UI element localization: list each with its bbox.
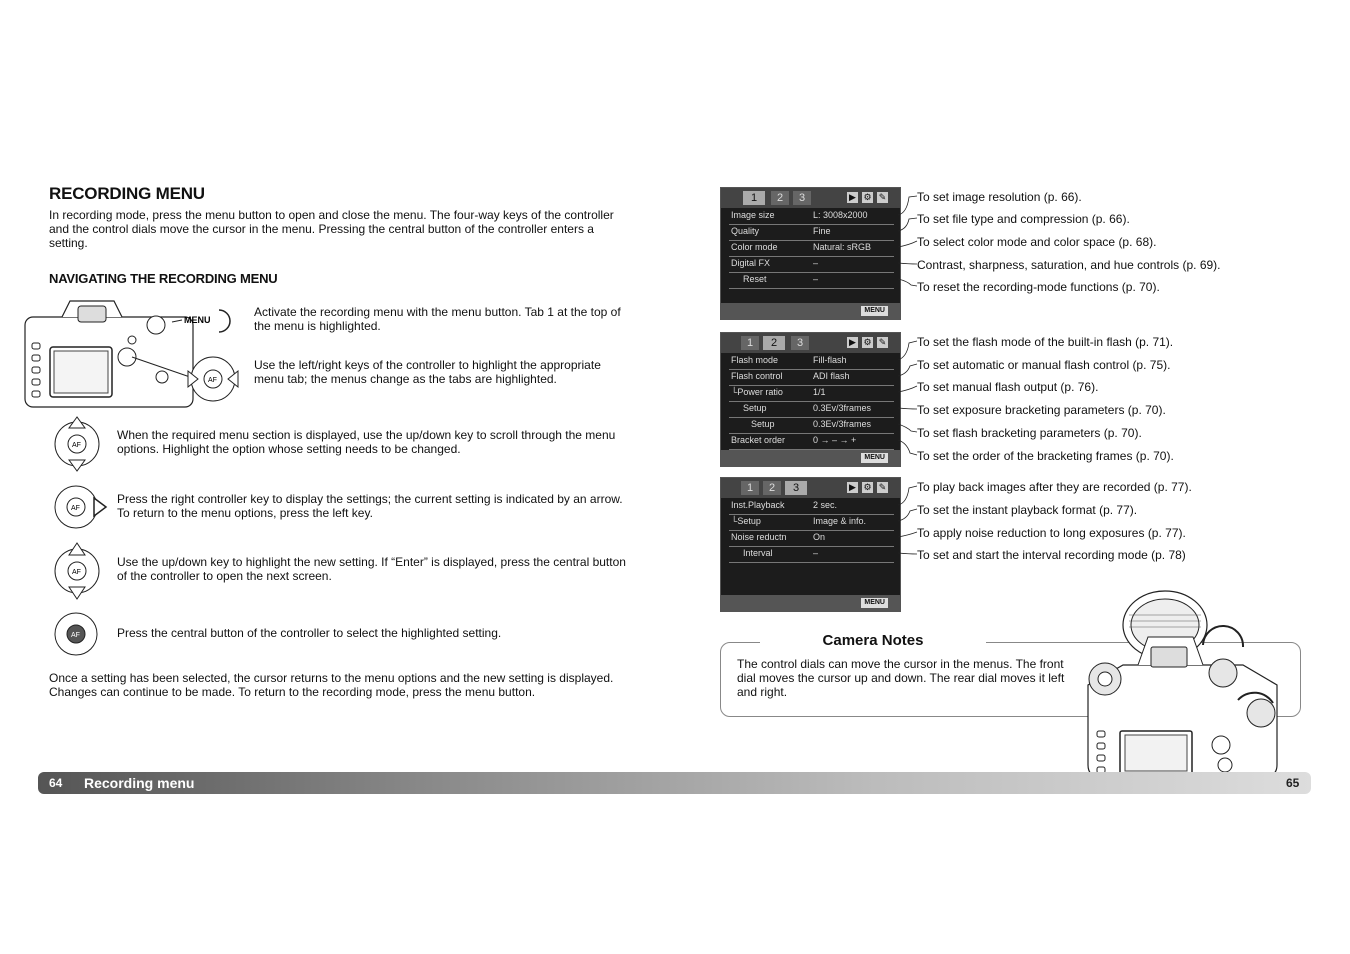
menu-screen-tab1 xyxy=(720,187,901,320)
tab-2: 2 xyxy=(763,481,781,495)
menu-footer xyxy=(721,450,900,466)
setup-tab-icon: ⚙ xyxy=(863,482,872,492)
annotation-power-ratio: To set manual flash output (p. 76). xyxy=(917,380,1099,394)
annotation-playback-setup: To set the instant playback format (p. 77). xyxy=(917,503,1138,517)
step-2-text: Use the left/right keys of the controller to highlight the appropriate menu tab; the menus change as the tabs are highlighted. xyxy=(254,358,601,386)
controller-center-icon xyxy=(53,611,99,657)
controller-right-icon xyxy=(52,484,108,530)
menu-row: Digital FX – xyxy=(729,256,894,273)
svg-text:AF: AF xyxy=(71,632,80,639)
tab-2: 2 xyxy=(763,336,785,350)
menu-row: Noise reductn On xyxy=(729,530,894,547)
annotation-quality: To set file type and compression (p. 66). xyxy=(917,212,1130,226)
menu-button-icon: MENU xyxy=(861,453,888,463)
custom-tab-icon: ✎ xyxy=(878,482,887,492)
menu-row: Setup 0.3Ev/3frames xyxy=(729,417,894,434)
step-5-text: Use the up/down key to highlight the new setting. If “Enter” is displayed, press the central button of the controller to open the next screen. xyxy=(117,555,626,583)
menu-row: Flash control ADI flash xyxy=(729,369,894,386)
menu-row: Setup 0.3Ev/3frames xyxy=(729,401,894,418)
section-subtitle: NAVIGATING THE RECORDING MENU xyxy=(49,271,278,286)
menu-button-icon: MENU xyxy=(861,598,888,608)
tab-1: 1 xyxy=(741,481,759,495)
page-title: RECORDING MENU xyxy=(49,184,205,203)
playback-tab-icon: ▶ xyxy=(847,482,858,493)
menu-screen-tab2 xyxy=(720,332,901,467)
annotation-leader-lines xyxy=(895,185,919,570)
af-label: AF xyxy=(208,377,217,384)
closing-paragraph: Once a setting has been selected, the cursor returns to the menu options and the new setting is displayed. Changes can continue to be made. To return to the recording mode, press the menu button. xyxy=(49,671,614,699)
step-3-text: When the required menu section is displayed, use the up/down key to scroll through the menu options. Highlight the option whose setting needs to be changed. xyxy=(117,428,616,456)
menu-row: Flash mode Fill-flash xyxy=(729,353,894,370)
annotation-digital-fx: Contrast, sharpness, saturation, and hue controls (p. 69). xyxy=(917,258,1221,272)
menu-footer xyxy=(721,595,900,611)
annotation-image-size: To set image resolution (p. 66). xyxy=(917,190,1082,204)
annotation-exposure-bracket: To set exposure bracketing parameters (p. 70). xyxy=(917,403,1166,417)
annotation-inst-playback: To play back images after they are recorded (p. 77). xyxy=(917,480,1192,494)
playback-tab-icon: ▶ xyxy=(847,192,858,203)
setup-tab-icon: ⚙ xyxy=(863,192,872,202)
menu-tab-bar xyxy=(721,188,900,208)
tab-2: 2 xyxy=(771,191,789,205)
menu-row: Quality Fine xyxy=(729,224,894,241)
camera-dials-illustration xyxy=(1083,585,1283,780)
svg-text:AF: AF xyxy=(72,569,81,576)
menu-screen-tab3 xyxy=(720,477,901,612)
menu-row: └Setup Image & info. xyxy=(729,514,894,531)
svg-text:AF: AF xyxy=(71,505,80,512)
camera-back-illustration xyxy=(22,295,247,410)
controller-updown-icon-2 xyxy=(52,542,102,600)
setup-tab-icon: ⚙ xyxy=(863,337,872,347)
menu-row: Image size L: 3008x2000 xyxy=(729,208,894,225)
menu-row: Inst.Playback 2 sec. xyxy=(729,498,894,515)
playback-tab-icon: ▶ xyxy=(847,337,858,348)
annotation-flash-mode: To set the flash mode of the built-in flash (p. 71). xyxy=(917,335,1174,349)
tab-3: 3 xyxy=(793,191,811,205)
annotation-bracket-order: To set the order of the bracketing frames (p. 70). xyxy=(917,449,1174,463)
menu-footer xyxy=(721,303,900,319)
annotation-interval: To set and start the interval recording mode (p. 78) xyxy=(917,548,1186,562)
menu-row: Reset – xyxy=(729,272,894,289)
tab-1: 1 xyxy=(743,191,765,205)
tab-3: 3 xyxy=(791,336,809,350)
step-1-text: Activate the recording menu with the menu button. Tab 1 at the top of the menu is highlighted. xyxy=(254,305,621,333)
annotation-flash-bracket: To set flash bracketing parameters (p. 70). xyxy=(917,426,1142,440)
step-6-text: Press the central button of the controller to select the highlighted setting. xyxy=(117,626,502,640)
page-number-right: 65 xyxy=(1286,776,1300,790)
annotation-reset: To reset the recording-mode functions (p. 70). xyxy=(917,280,1160,294)
camera-notes-title: Camera Notes xyxy=(760,632,986,649)
annotation-flash-control: To set automatic or manual flash control (p. 75). xyxy=(917,358,1171,372)
menu-button-label: MENU xyxy=(184,315,211,325)
camera-notes-text: The control dials can move the cursor in the menus. The front dial moves the cursor up and down. The rear dial moves it left and right. xyxy=(737,657,1065,699)
menu-row: Color mode Natural: sRGB xyxy=(729,240,894,257)
menu-row: └Power ratio 1/1 xyxy=(729,385,894,402)
annotation-noise-reduction: To apply noise reduction to long exposures (p. 77). xyxy=(917,526,1186,540)
footer-section-title: Recording menu xyxy=(84,775,195,791)
page-number-left: 64 xyxy=(49,776,63,790)
svg-text:AF: AF xyxy=(72,442,81,449)
annotation-color-mode: To select color mode and color space (p. 68). xyxy=(917,235,1157,249)
custom-tab-icon: ✎ xyxy=(878,337,887,347)
intro-paragraph: In recording mode, press the menu button to open and close the menu. The four-way keys of the controller and the control dials move the cursor in the menu. Pressing the central button of the controller enters a setting. xyxy=(49,208,614,250)
menu-tab-bar xyxy=(721,333,900,353)
tab-1: 1 xyxy=(741,336,759,350)
custom-tab-icon: ✎ xyxy=(878,192,887,202)
menu-row: Interval – xyxy=(729,546,894,563)
tab-3: 3 xyxy=(785,481,807,495)
menu-tab-bar xyxy=(721,478,900,498)
menu-button-icon: MENU xyxy=(861,306,888,316)
footer-bar xyxy=(38,772,1311,794)
menu-row: Bracket order 0 → – → + xyxy=(729,433,894,450)
step-4-text: Press the right controller key to display the settings; the current setting is indicated by an arrow. To return to the menu options, press the left key. xyxy=(117,492,623,520)
controller-updown-icon xyxy=(52,416,102,472)
